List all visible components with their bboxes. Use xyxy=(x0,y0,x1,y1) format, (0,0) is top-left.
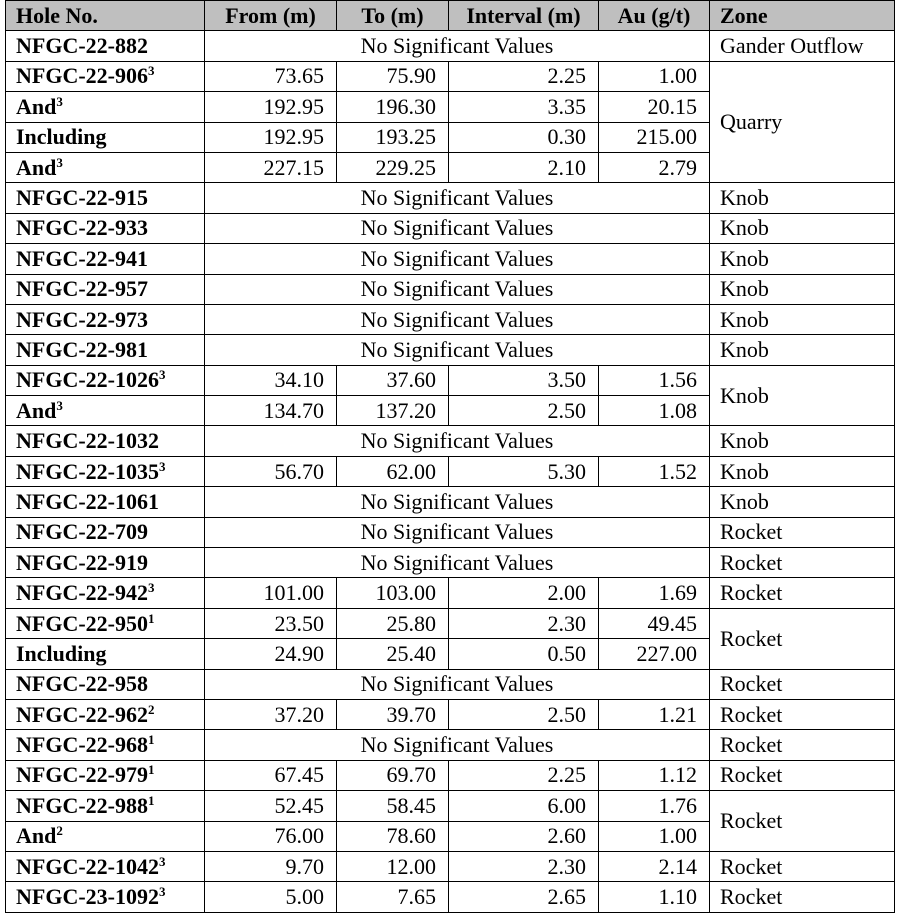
interval-cell: 0.30 xyxy=(449,122,599,152)
interval-cell: 2.25 xyxy=(449,61,599,91)
zone-cell: Knob xyxy=(710,183,895,213)
hole-no-label: NFGC-23-1092 xyxy=(16,884,159,910)
no-significant-values-cell: No Significant Values xyxy=(205,730,710,760)
hole-no-label: NFGC-22-957 xyxy=(16,276,148,302)
interval-cell: 2.25 xyxy=(449,760,599,790)
hole-no-cell xyxy=(6,760,205,790)
footnote-marker: 2 xyxy=(147,701,155,717)
au-grade-cell: 1.10 xyxy=(599,882,710,912)
interval-cell: 2.60 xyxy=(449,821,599,851)
to-cell: 196.30 xyxy=(337,92,449,122)
zone-cell: Rocket xyxy=(710,517,895,547)
hole-no-cell xyxy=(6,791,205,821)
hole-no-cell xyxy=(6,548,205,578)
to-cell: 137.20 xyxy=(337,396,449,426)
hole-no-cell xyxy=(6,31,205,61)
hole-no-label: And xyxy=(16,823,57,849)
au-grade-cell: 1.69 xyxy=(599,578,710,608)
from-cell: 73.65 xyxy=(205,61,337,91)
hole-no-label: NFGC-22-1035 xyxy=(16,458,159,484)
footnote-marker: 1 xyxy=(147,732,155,748)
table-row xyxy=(6,365,895,395)
interval-cell: 2.30 xyxy=(449,608,599,638)
footnote-marker: 3 xyxy=(158,367,166,383)
au-grade-cell: 1.08 xyxy=(599,396,710,426)
footnote-marker: 3 xyxy=(158,884,166,900)
hole-no-label: NFGC-22-1026 xyxy=(16,367,159,393)
table-row xyxy=(6,213,895,243)
hole-no-cell xyxy=(6,578,205,608)
to-cell: 25.40 xyxy=(337,639,449,669)
to-cell: 39.70 xyxy=(337,699,449,729)
table-row xyxy=(6,517,895,547)
interval-cell: 2.50 xyxy=(449,396,599,426)
table-row xyxy=(6,183,895,213)
table-row xyxy=(6,791,895,821)
table-row xyxy=(6,548,895,578)
from-cell: 56.70 xyxy=(205,456,337,486)
no-significant-values-cell: No Significant Values xyxy=(205,31,710,61)
zone-cell: Rocket xyxy=(710,548,895,578)
table-row xyxy=(6,456,895,486)
interval-cell: 2.50 xyxy=(449,699,599,729)
from-cell: 52.45 xyxy=(205,791,337,821)
au-grade-cell: 227.00 xyxy=(599,639,710,669)
footnote-marker: 3 xyxy=(158,458,166,474)
zone-cell: Rocket xyxy=(710,669,895,699)
au-grade-cell: 1.52 xyxy=(599,456,710,486)
hole-no-label: NFGC-22-973 xyxy=(16,306,148,332)
no-significant-values-cell: No Significant Values xyxy=(205,517,710,547)
header-zone: Zone xyxy=(710,1,895,31)
zone-cell: Rocket xyxy=(710,760,895,790)
footnote-marker: 3 xyxy=(56,154,63,170)
au-grade-cell: 2.79 xyxy=(599,152,710,182)
table-row xyxy=(6,426,895,456)
hole-no-cell xyxy=(6,456,205,486)
from-cell: 134.70 xyxy=(205,396,337,426)
hole-no-cell xyxy=(6,92,205,122)
hole-no-cell xyxy=(6,487,205,517)
hole-no-label: NFGC-22-958 xyxy=(16,671,148,697)
hole-no-label: NFGC-22-981 xyxy=(16,336,148,362)
hole-no-cell xyxy=(6,851,205,881)
hole-no-label: NFGC-22-1032 xyxy=(16,428,159,454)
table-row xyxy=(6,608,895,638)
hole-no-label: NFGC-22-1061 xyxy=(16,488,159,514)
zone-cell: Gander Outflow xyxy=(710,31,895,61)
zone-cell: Knob xyxy=(710,456,895,486)
to-cell: 37.60 xyxy=(337,365,449,395)
hole-no-cell xyxy=(6,274,205,304)
no-significant-values-cell: No Significant Values xyxy=(205,244,710,274)
hole-no-cell xyxy=(6,183,205,213)
table-row xyxy=(6,335,895,365)
zone-cell: Rocket xyxy=(710,608,895,669)
hole-no-label: NFGC-22-1042 xyxy=(16,853,159,879)
au-grade-cell: 1.00 xyxy=(599,821,710,851)
no-significant-values-cell: No Significant Values xyxy=(205,669,710,699)
interval-cell: 3.35 xyxy=(449,92,599,122)
to-cell: 58.45 xyxy=(337,791,449,821)
interval-cell: 2.30 xyxy=(449,851,599,881)
zone-cell: Rocket xyxy=(710,882,895,912)
table-row xyxy=(6,244,895,274)
no-significant-values-cell: No Significant Values xyxy=(205,304,710,334)
from-cell: 24.90 xyxy=(205,639,337,669)
header-from: From (m) xyxy=(205,1,337,31)
hole-no-label: And xyxy=(16,397,57,423)
interval-cell: 2.10 xyxy=(449,152,599,182)
interval-cell: 2.65 xyxy=(449,882,599,912)
no-significant-values-cell: No Significant Values xyxy=(205,335,710,365)
hole-no-cell xyxy=(6,517,205,547)
hole-no-label: NFGC-22-941 xyxy=(16,245,148,271)
zone-cell: Knob xyxy=(710,213,895,243)
interval-cell: 0.50 xyxy=(449,639,599,669)
hole-no-cell xyxy=(6,335,205,365)
hole-no-label: Including xyxy=(16,124,107,150)
to-cell: 78.60 xyxy=(337,821,449,851)
hole-no-label: NFGC-22-933 xyxy=(16,215,148,241)
hole-no-label: NFGC-22-979 xyxy=(16,762,148,788)
from-cell: 37.20 xyxy=(205,699,337,729)
hole-no-label: NFGC-22-968 xyxy=(16,732,148,758)
table-row xyxy=(6,669,895,699)
from-cell: 23.50 xyxy=(205,608,337,638)
no-significant-values-cell: No Significant Values xyxy=(205,274,710,304)
hole-no-cell xyxy=(6,365,205,395)
header-to: To (m) xyxy=(337,1,449,31)
zone-cell: Knob xyxy=(710,365,895,426)
hole-no-label: NFGC-22-709 xyxy=(16,519,148,545)
zone-cell: Knob xyxy=(710,244,895,274)
header-interval: Interval (m) xyxy=(449,1,599,31)
zone-cell: Knob xyxy=(710,274,895,304)
hole-no-cell xyxy=(6,396,205,426)
au-grade-cell: 215.00 xyxy=(599,122,710,152)
hole-no-label: NFGC-22-962 xyxy=(16,701,148,727)
footnote-marker: 3 xyxy=(56,397,63,413)
footnote-marker: 3 xyxy=(158,853,166,869)
to-cell: 7.65 xyxy=(337,882,449,912)
table-row xyxy=(6,851,895,881)
hole-no-cell xyxy=(6,244,205,274)
header-row xyxy=(6,1,895,31)
zone-cell: Rocket xyxy=(710,851,895,881)
to-cell: 229.25 xyxy=(337,152,449,182)
hole-no-cell xyxy=(6,730,205,760)
zone-cell: Knob xyxy=(710,426,895,456)
footnote-marker: 1 xyxy=(147,762,155,778)
to-cell: 12.00 xyxy=(337,851,449,881)
au-grade-cell: 1.21 xyxy=(599,699,710,729)
zone-cell: Knob xyxy=(710,487,895,517)
table-body xyxy=(6,31,895,912)
hole-no-cell xyxy=(6,122,205,152)
au-grade-cell: 1.76 xyxy=(599,791,710,821)
hole-no-label: NFGC-22-988 xyxy=(16,792,148,818)
interval-cell: 3.50 xyxy=(449,365,599,395)
from-cell: 76.00 xyxy=(205,821,337,851)
hole-no-cell xyxy=(6,821,205,851)
zone-cell: Quarry xyxy=(710,61,895,183)
from-cell: 192.95 xyxy=(205,122,337,152)
au-grade-cell: 2.14 xyxy=(599,851,710,881)
zone-cell: Knob xyxy=(710,335,895,365)
to-cell: 62.00 xyxy=(337,456,449,486)
from-cell: 9.70 xyxy=(205,851,337,881)
hole-no-cell xyxy=(6,426,205,456)
au-grade-cell: 20.15 xyxy=(599,92,710,122)
hole-no-label: And xyxy=(16,93,57,119)
header-hole-no: Hole No. xyxy=(6,1,205,31)
footnote-marker: 3 xyxy=(147,580,155,596)
from-cell: 101.00 xyxy=(205,578,337,608)
hole-no-cell xyxy=(6,639,205,669)
to-cell: 75.90 xyxy=(337,61,449,91)
hole-no-cell xyxy=(6,882,205,912)
no-significant-values-cell: No Significant Values xyxy=(205,548,710,578)
hole-no-label: Including xyxy=(16,640,107,666)
from-cell: 227.15 xyxy=(205,152,337,182)
hole-no-cell xyxy=(6,608,205,638)
interval-cell: 5.30 xyxy=(449,456,599,486)
no-significant-values-cell: No Significant Values xyxy=(205,487,710,517)
table-row xyxy=(6,578,895,608)
from-cell: 192.95 xyxy=(205,92,337,122)
hole-no-label: And xyxy=(16,154,57,180)
au-grade-cell: 49.45 xyxy=(599,608,710,638)
no-significant-values-cell: No Significant Values xyxy=(205,183,710,213)
footnote-marker: 2 xyxy=(56,823,63,839)
interval-cell: 2.00 xyxy=(449,578,599,608)
header-au: Au (g/t) xyxy=(599,1,710,31)
zone-cell: Rocket xyxy=(710,699,895,729)
table-row xyxy=(6,730,895,760)
footnote-marker: 3 xyxy=(56,93,63,109)
from-cell: 67.45 xyxy=(205,760,337,790)
zone-cell: Knob xyxy=(710,304,895,334)
table-row xyxy=(6,699,895,729)
hole-no-label: NFGC-22-950 xyxy=(16,610,148,636)
table-row xyxy=(6,760,895,790)
hole-no-cell xyxy=(6,213,205,243)
no-significant-values-cell: No Significant Values xyxy=(205,213,710,243)
footnote-marker: 3 xyxy=(147,63,155,79)
footnote-marker: 1 xyxy=(147,610,155,626)
zone-cell: Rocket xyxy=(710,578,895,608)
table-row xyxy=(6,882,895,912)
au-grade-cell: 1.12 xyxy=(599,760,710,790)
to-cell: 193.25 xyxy=(337,122,449,152)
hole-no-cell xyxy=(6,152,205,182)
zone-cell: Rocket xyxy=(710,730,895,760)
to-cell: 103.00 xyxy=(337,578,449,608)
interval-cell: 6.00 xyxy=(449,791,599,821)
table-row xyxy=(6,31,895,61)
from-cell: 5.00 xyxy=(205,882,337,912)
hole-no-cell xyxy=(6,304,205,334)
hole-no-cell xyxy=(6,699,205,729)
au-grade-cell: 1.00 xyxy=(599,61,710,91)
table-row xyxy=(6,274,895,304)
to-cell: 69.70 xyxy=(337,760,449,790)
drill-results-table xyxy=(5,0,895,913)
hole-no-label: NFGC-22-882 xyxy=(16,33,148,59)
table-row xyxy=(6,304,895,334)
hole-no-cell xyxy=(6,61,205,91)
table-row xyxy=(6,487,895,517)
to-cell: 25.80 xyxy=(337,608,449,638)
hole-no-label: NFGC-22-915 xyxy=(16,185,148,211)
hole-no-label: NFGC-22-906 xyxy=(16,63,148,89)
zone-cell: Rocket xyxy=(710,791,895,852)
hole-no-cell xyxy=(6,669,205,699)
footnote-marker: 1 xyxy=(147,792,155,808)
au-grade-cell: 1.56 xyxy=(599,365,710,395)
hole-no-label: NFGC-22-919 xyxy=(16,549,148,575)
from-cell: 34.10 xyxy=(205,365,337,395)
hole-no-label: NFGC-22-942 xyxy=(16,580,148,606)
no-significant-values-cell: No Significant Values xyxy=(205,426,710,456)
table-row xyxy=(6,61,895,91)
